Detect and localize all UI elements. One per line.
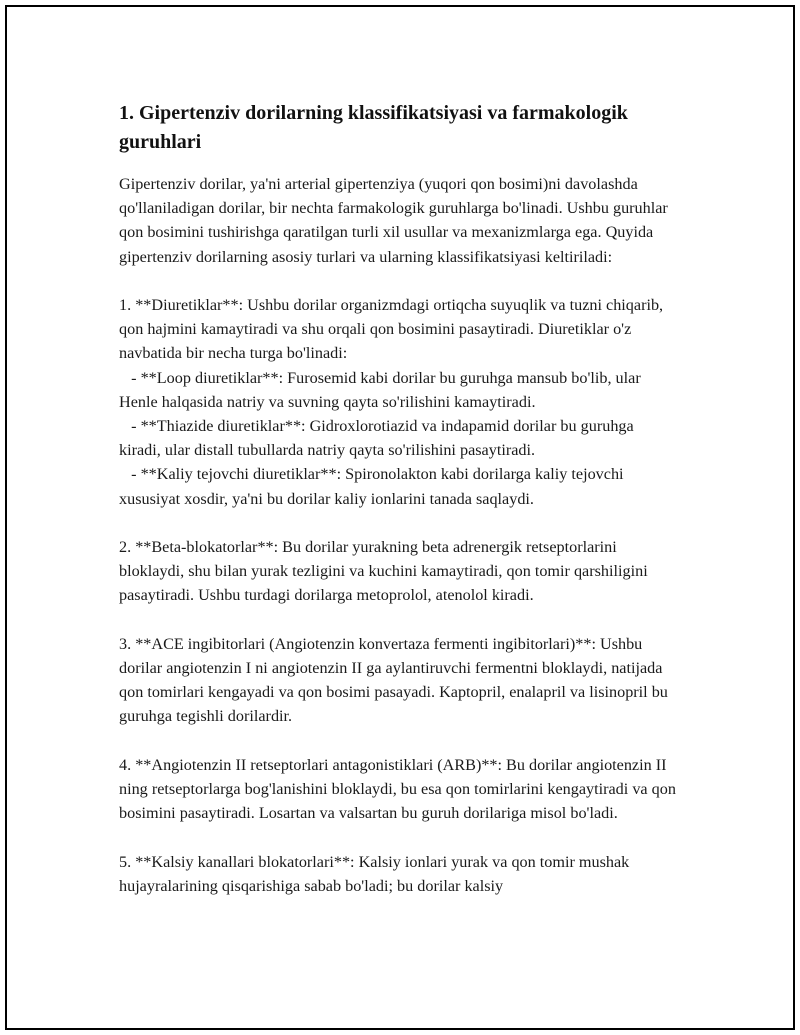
paragraph-gap [119,511,679,535]
section-heading: 1. Gipertenziv dorilarning klassifikatsiyasi va farmakologik guruhlari [119,102,628,153]
beta-blockers-paragraph: 2. **Beta-blokatorlar**: Bu dorilar yurakning beta adrenergik retseptorlarini bloklaydi, shu bilan yurak tezligini va kuchini kamaytiradi, qon tomir qarshiligini pasaytiradi. Ushbu turdagi dorilarga metoprolol, atenolol kiradi. [119,538,652,605]
intro-paragraph: Gipertenziv dorilar, ya'ni arterial gipertenziya (yuqori qon bosimi)ni davolashda qo'llaniladigan dorilar, bir nechta farmakologik guruhlarga bo'linadi. Ushbu guruhlar qon bosimini tushirishga qaratilgan turli xil usullar va mexanizmlarga ega. Quyida gipertenziv dorilarning asosiy turlari va ularning klassifikatsiyasi keltiriladi: [119,175,672,266]
arb-paragraph: 4. **Angiotenzin II retseptorlari antagonistiklari (ARB)**: Bu dorilar angiotenzin II ning retseptorlarga bog'lanishini bloklaydi, bu esa qon tomirlarini kengaytiradi va qon bosimini pasaytiradi. Losartan va valsartan bu guruh dorilariga misol bo'ladi. [119,755,680,823]
document-body [119,99,679,898]
ace-inhibitors-paragraph: 3. **ACE ingibitorlari (Angiotenzin konvertaza fermenti ingibitorlari)**: Ushbu dorilar angiotenzin I ni angiotenzin II ga aylantiruvchi fermentni bloklaydi, natijada qon tomirlari kengayadi va qon bosimi pasayadi. Kaptopril, enalapril va lisinopril bu guruhga tegishli dorilardir. [119,634,672,726]
calcium-channel-blockers-paragraph: 5. **Kalsiy kanallari blokatorlari**: Kalsiy ionlari yurak va qon tomir mushak hujayralarining qisqarishiga sabab bo'ladi; bu dorilar kalsiy [119,852,634,895]
paragraph-gap [119,269,679,293]
page-frame [5,5,795,1030]
paragraph-gap [119,825,679,849]
diuretics-paragraph: 1. **Diuretiklar**: Ushbu dorilar organizmdagi ortiqcha suyuqlik va tuzni chiqarib, qon hajmini kamaytiradi va shu orqali qon bosimini pasaytiradi. Diuretiklar o'z navbatida bir necha turga bo'linadi: - **Loop diuretiklar**: Furosemid kabi dorilar bu guruhga mansub bo'lib, ular Henle halqasida natriy va suvning qayta so'rilishini kamaytiradi. - **Thiazide diuretiklar**: Gidroxlorotiazid va indapamid dorilar bu guruhga kiradi, ular distall tubullarda natriy qayta so'rilishini pasaytiradi. - **Kaliy tejovchi diuretiklar**: Spironolakton kabi dorilarga kaliy tejovchi xususiyat xosdir, ya'ni bu dorilar kaliy ionlarini tanada saqlaydi. [119,296,664,508]
paragraph-gap [119,608,679,632]
paragraph-gap [119,729,679,753]
